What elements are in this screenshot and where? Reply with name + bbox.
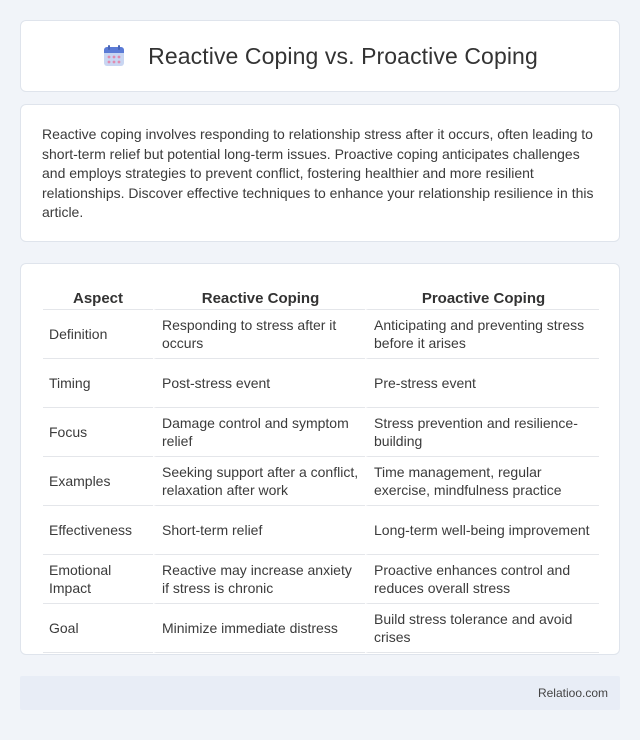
table-cell: Post-stress event bbox=[153, 359, 365, 408]
table-cell: Pre-stress event bbox=[365, 359, 599, 408]
table-cell: Minimize immediate distress bbox=[153, 604, 365, 653]
header-aspect: Aspect bbox=[43, 284, 153, 310]
table-cell: Time management, regular exercise, mindfulness practice bbox=[365, 457, 599, 506]
table-cell: Focus bbox=[43, 408, 153, 457]
table-cell: Reactive may increase anxiety if stress is chronic bbox=[153, 555, 365, 604]
table-cell: Anticipating and preventing stress before it arises bbox=[365, 310, 599, 359]
table-row bbox=[43, 604, 599, 653]
table-cell: Emotional Impact bbox=[43, 555, 153, 604]
footer-bar bbox=[20, 676, 620, 710]
table-cell: Responding to stress after it occurs bbox=[153, 310, 365, 359]
table-row bbox=[43, 408, 599, 457]
header-proactive-coping: Proactive Coping bbox=[365, 284, 599, 310]
table-cell: Short-term relief bbox=[153, 506, 365, 555]
table-row bbox=[43, 359, 599, 408]
table-cell: Timing bbox=[43, 359, 153, 408]
intro-paragraph: Reactive coping involves responding to relationship stress after it occurs, often leading to short-term relief but potential long-term issues. Proactive coping anticipates challenges and employs strategies to prevent conflict, fostering healthier and more resilient relationships. Discover effective techniques to enhance your relationship resilience in this article. bbox=[42, 126, 594, 221]
table-cell: Goal bbox=[43, 604, 153, 653]
table-row bbox=[43, 555, 599, 604]
comparison-table-card bbox=[20, 263, 620, 655]
table-row bbox=[43, 506, 599, 555]
table-cell: Definition bbox=[43, 310, 153, 359]
table-cell: Effectiveness bbox=[43, 506, 153, 555]
table-cell: Long-term well-being improvement bbox=[365, 506, 599, 555]
comparison-table bbox=[43, 284, 599, 653]
footer-site-name: Relatioo.com bbox=[537, 686, 608, 700]
table-row bbox=[43, 310, 599, 359]
title-card bbox=[20, 20, 620, 92]
intro-card bbox=[20, 104, 620, 242]
calendar-icon bbox=[102, 44, 126, 68]
table-cell: Examples bbox=[43, 457, 153, 506]
table-cell: Stress prevention and resilience-building bbox=[365, 408, 599, 457]
table-cell: Proactive enhances control and reduces overall stress bbox=[365, 555, 599, 604]
table-header-row bbox=[43, 284, 599, 310]
table-cell: Damage control and symptom relief bbox=[153, 408, 365, 457]
table-cell: Build stress tolerance and avoid crises bbox=[365, 604, 599, 653]
header-reactive-coping: Reactive Coping bbox=[153, 284, 365, 310]
table-cell: Seeking support after a conflict, relaxation after work bbox=[153, 457, 365, 506]
table-row bbox=[43, 457, 599, 506]
page-title: Reactive Coping vs. Proactive Coping bbox=[148, 42, 538, 69]
